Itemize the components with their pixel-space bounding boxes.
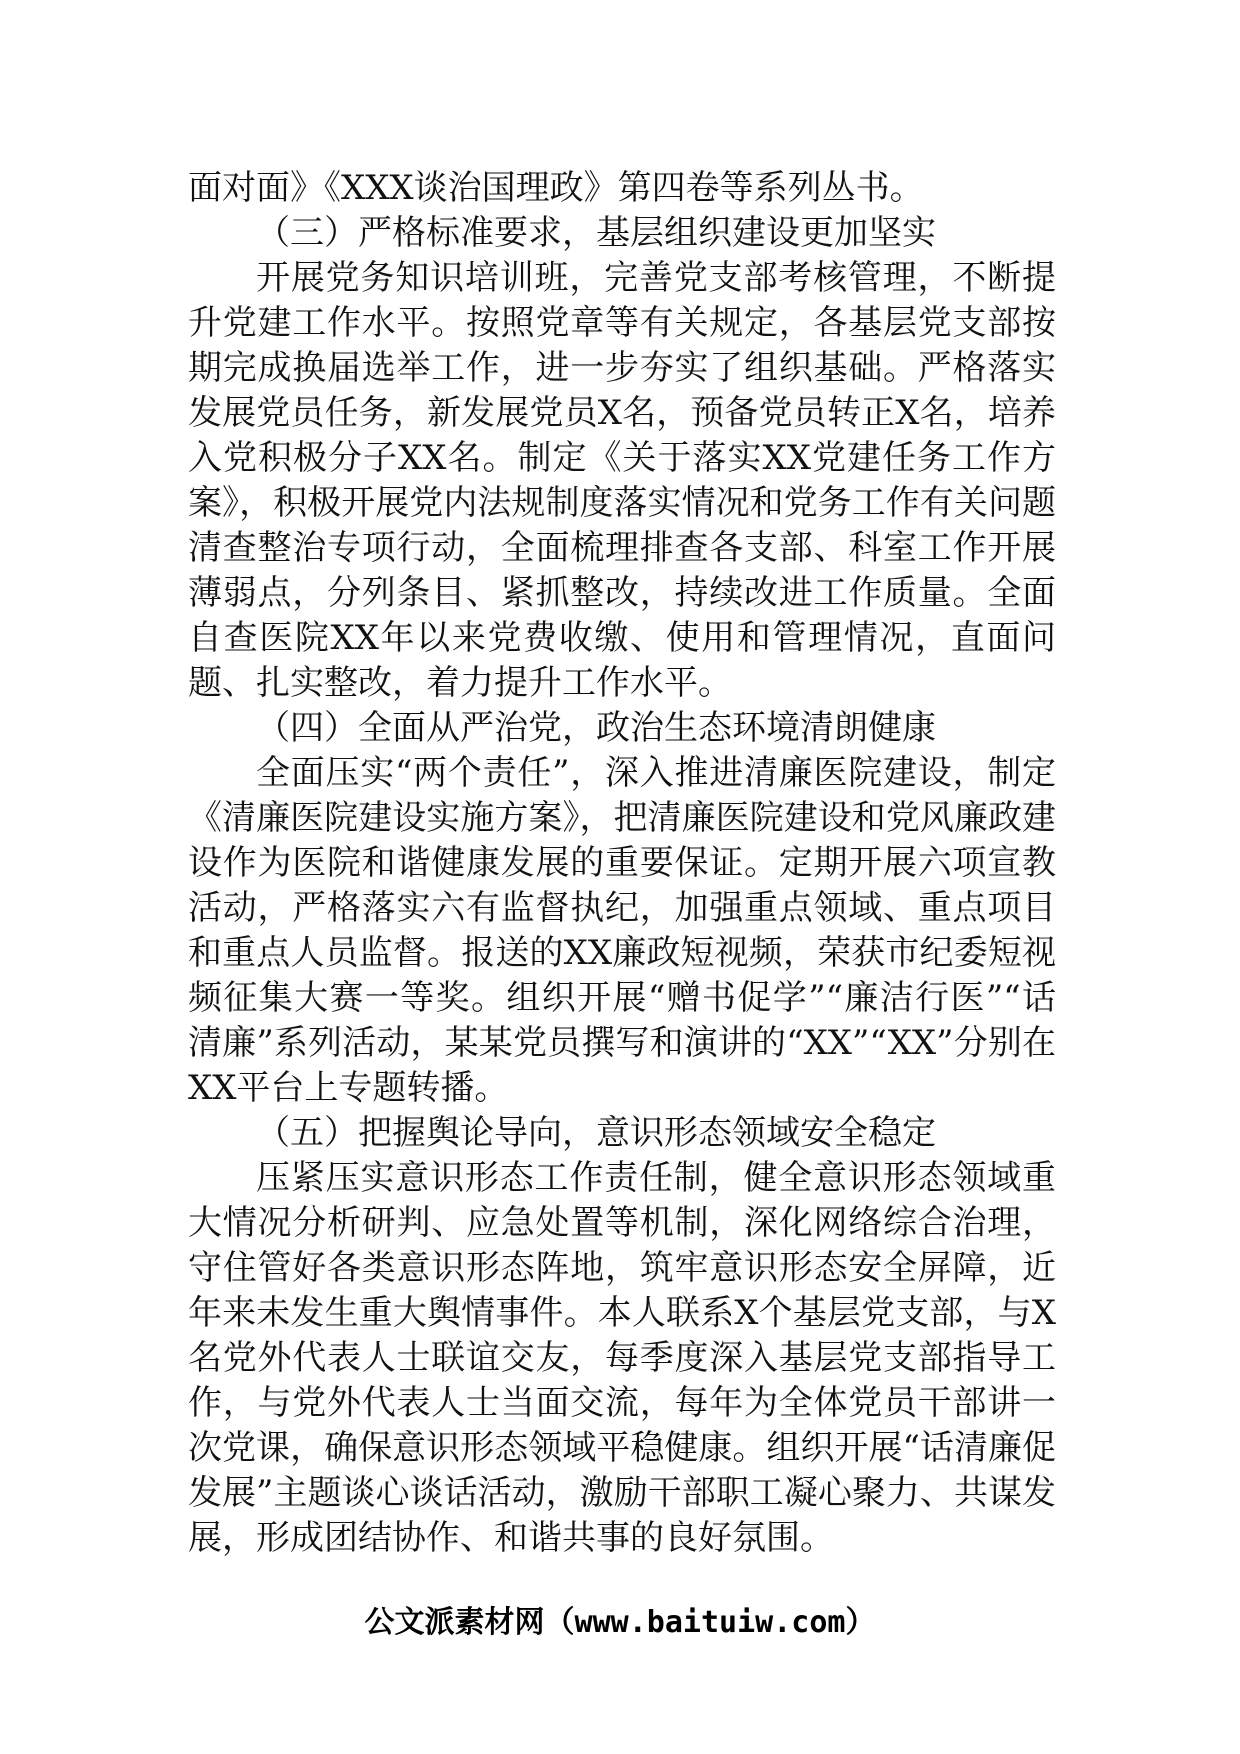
footer-watermark [0,1603,1240,1643]
section-heading-4: （四）全面从严治党，政治生态环境清朗健康 [256,708,936,748]
footer-site-name: 公文派素材网 [364,1605,545,1640]
document-body [188,166,1056,1561]
footer-url: www.baituiw.com [574,1605,846,1640]
paragraph-continuation: 面对面》《XXX谈治国理政》第四卷等系列丛书。 [188,168,924,208]
section-heading-3: （三）严格标准要求，基层组织建设更加坚实 [256,213,936,253]
footer-paren-open: （ [544,1605,575,1640]
section-body-3: 开展党务知识培训班，完善党支部考核管理，不断提升党建工作水平。按照党章等有关规定，各基层党支部按期完成换届选举工作，进一步夯实了组织基础。严格落实发展党员任务，新发展党员X名，预备党员转正X名，培养入党积极分子XX名。制定《关于落实XX党建任务工作方案》，积极开展党内法规制度落实情况和党务工作有关问题清查整治专项行动，全面梳理排查各支部、科室工作开展薄弱点，分列条目、紧抓整改，持续改进工作质量。全面自查医院XX年以来党费收缴、使用和管理情况，直面问题、扎实整改，着力提升工作水平。 [188,258,1056,703]
footer-paren-close: ） [845,1605,876,1640]
section-heading-5: （五）把握舆论导向，意识形态领域安全稳定 [256,1113,936,1153]
section-body-5: 压紧压实意识形态工作责任制，健全意识形态领域重大情况分析研判、应急处置等机制，深化网络综合治理，守住管好各类意识形态阵地，筑牢意识形态安全屏障，近年来未发生重大舆情事件。本人联系X个基层党支部，与X名党外代表人士联谊交友，每季度深入基层党支部指导工作，与党外代表人士当面交流，每年为全体党员干部讲一次党课，确保意识形态领域平稳健康。组织开展“话清廉促发展”主题谈心谈话活动，激励干部职工凝心聚力、共谋发展，形成团结协作、和谐共事的良好氛围。 [188,1158,1056,1558]
section-body-4: 全面压实“两个责任”，深入推进清廉医院建设，制定《清廉医院建设实施方案》，把清廉医院建设和党风廉政建设作为医院和谐健康发展的重要保证。定期开展六项宣教活动，严格落实六有监督执纪，加强重点领域、重点项目和重点人员监督。报送的XX廉政短视频，荣获市纪委短视频征集大赛一等奖。组织开展“赠书促学”“廉洁行医”“话清廉”系列活动，某某党员撰写和演讲的“XX”“XX”分别在XX平台上专题转播。 [188,753,1056,1108]
